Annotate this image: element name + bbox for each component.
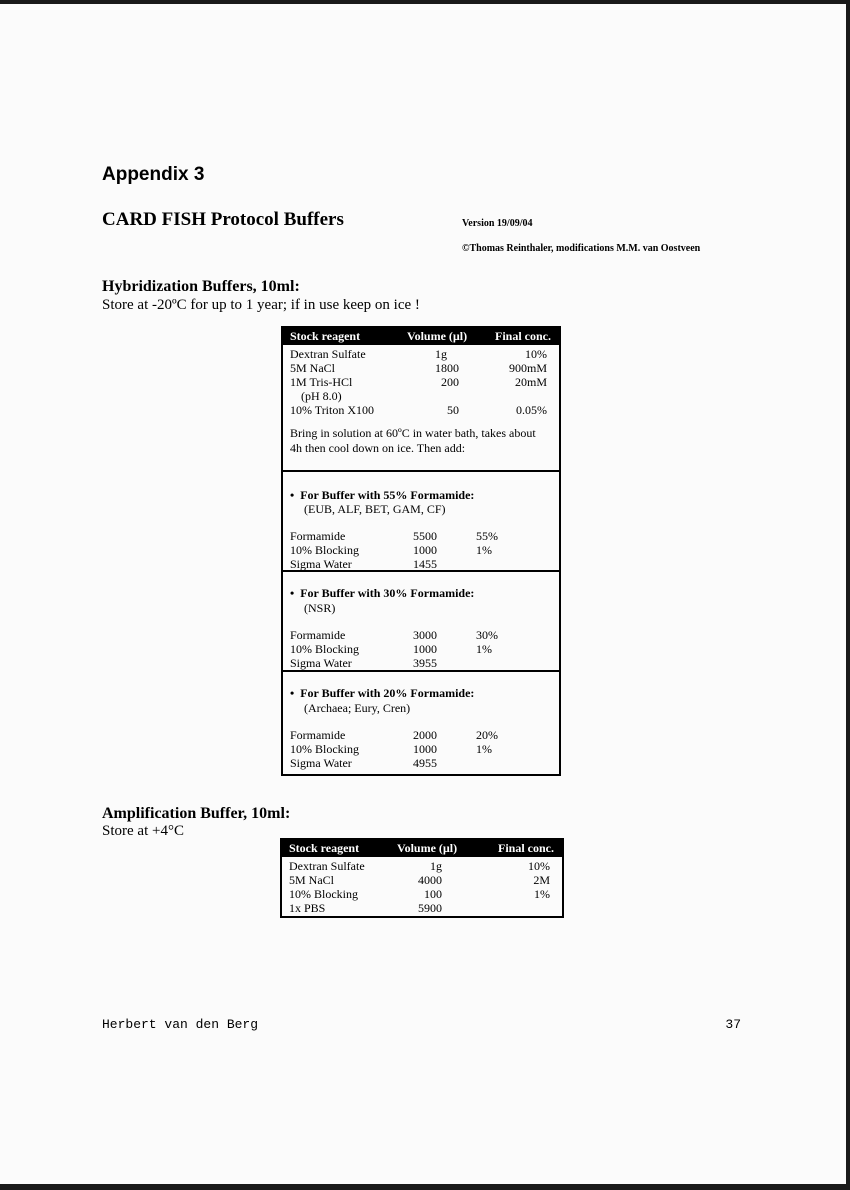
table-row (283, 389, 559, 403)
volume-cell: 1455 (413, 557, 437, 571)
document-title: CARD FISH Protocol Buffers (102, 209, 344, 230)
hybridization-table (281, 326, 561, 776)
volume-cell: 3955 (413, 656, 437, 670)
variant-20-formamide (283, 670, 559, 768)
conc-cell: 10% (525, 347, 547, 361)
volume-cell: 1g (430, 859, 442, 873)
variant-30-formamide (283, 570, 559, 670)
table-row (282, 873, 562, 887)
reagent-cell: 10% Triton X100 (290, 403, 375, 417)
variant-title: • For Buffer with 30% Formamide: (290, 586, 475, 600)
hybridization-heading: Hybridization Buffers, 10ml: (102, 278, 300, 295)
variant-55-formamide (283, 470, 559, 570)
reagent-cell: 5M NaCl (289, 873, 334, 887)
version-label: Version 19/09/04 (462, 218, 533, 229)
volume-cell: 1000 (413, 642, 437, 656)
reagent-cell: Formamide (290, 628, 346, 642)
reagent-cell: 1M Tris-HCl (290, 375, 353, 389)
table-row (283, 543, 559, 557)
conc-cell: 1% (476, 543, 492, 557)
column-header-volume: Volume (µl) (397, 841, 458, 855)
conc-cell: 20% (476, 728, 498, 742)
volume-cell: 4000 (418, 873, 442, 887)
variant-subtitle: (Archaea; Eury, Cren) (304, 701, 411, 715)
hybridization-storage-note: Store at -20ºC for up to 1 year; if in use keep on ice ! (102, 297, 420, 313)
conc-cell: 20mM (514, 375, 547, 389)
table-row (283, 656, 559, 670)
reagent-cell: (pH 8.0) (301, 389, 342, 403)
reagent-cell: Sigma Water (290, 656, 352, 670)
volume-cell: 50 (447, 403, 459, 417)
reagent-cell: Formamide (290, 529, 346, 543)
reagent-cell: Sigma Water (290, 557, 352, 571)
table-row (283, 728, 559, 742)
document-page (0, 4, 846, 1184)
column-header-reagent: Stock reagent (289, 841, 360, 855)
volume-cell: 5900 (418, 901, 442, 915)
conc-cell: 30% (476, 628, 498, 642)
table-row (283, 529, 559, 543)
volume-cell: 3000 (413, 628, 437, 642)
instruction-line: Bring in solution at 60ºC in water bath, takes about (290, 426, 536, 440)
dissolve-instruction (283, 417, 559, 470)
reagent-cell: Dextran Sulfate (290, 347, 366, 361)
reagent-cell: 1x PBS (289, 901, 326, 915)
conc-cell: 10% (528, 859, 550, 873)
appendix-heading: Appendix 3 (102, 164, 205, 185)
reagent-cell: 10% Blocking (289, 887, 358, 901)
amplification-storage-note: Store at +4°C (102, 823, 184, 839)
volume-cell: 2000 (413, 728, 437, 742)
copyright-label: ©Thomas Reinthaler, modifications M.M. van Oostveen (462, 243, 701, 254)
table-row (283, 403, 559, 417)
table-row (283, 361, 559, 375)
variant-subtitle: (NSR) (304, 601, 336, 615)
table-row (282, 887, 562, 901)
column-header-conc: Final conc. (498, 841, 554, 855)
variant-title: • For Buffer with 20% Formamide: (290, 686, 475, 700)
volume-cell: 100 (424, 887, 442, 901)
table-row (283, 756, 559, 770)
amplification-heading: Amplification Buffer, 10ml: (102, 805, 291, 822)
table-row (282, 859, 562, 873)
variant-title: • For Buffer with 55% Formamide: (290, 488, 475, 502)
conc-cell: 55% (476, 529, 498, 543)
table-header (282, 840, 562, 857)
table-row (283, 375, 559, 389)
table-row (282, 901, 562, 915)
conc-cell: 1% (534, 887, 550, 901)
reagent-cell: 5M NaCl (290, 361, 335, 375)
volume-cell: 1800 (435, 361, 459, 375)
instruction-line: 4h then cool down on ice. Then add: (290, 441, 466, 455)
column-header-volume: Volume (µl) (407, 329, 468, 343)
table-row (283, 347, 559, 361)
conc-cell: 900mM (508, 361, 547, 375)
volume-cell: 200 (441, 375, 459, 389)
table-row (283, 742, 559, 756)
conc-cell: 1% (476, 742, 492, 756)
volume-cell: 4955 (413, 756, 437, 770)
reagent-cell: 10% Blocking (290, 642, 359, 656)
variant-subtitle: (EUB, ALF, BET, GAM, CF) (304, 502, 446, 516)
reagent-cell: Formamide (290, 728, 346, 742)
table-header (283, 328, 559, 345)
conc-cell: 0.05% (516, 403, 547, 417)
page-number: 37 (725, 1017, 741, 1032)
conc-cell: 2M (533, 873, 550, 887)
table-row (283, 628, 559, 642)
reagent-cell: Dextran Sulfate (289, 859, 365, 873)
column-header-conc: Final conc. (495, 329, 551, 343)
volume-cell: 1000 (413, 742, 437, 756)
footer-author: Herbert van den Berg (102, 1017, 259, 1032)
conc-cell: 1% (476, 642, 492, 656)
volume-cell: 1g (435, 347, 447, 361)
volume-cell: 1000 (413, 543, 437, 557)
table-row (283, 642, 559, 656)
reagent-cell: 10% Blocking (290, 742, 359, 756)
volume-cell: 5500 (413, 529, 437, 543)
column-header-reagent: Stock reagent (290, 329, 361, 343)
table-row (283, 557, 559, 571)
reagent-cell: Sigma Water (290, 756, 352, 770)
amplification-table (280, 838, 564, 918)
reagent-cell: 10% Blocking (290, 543, 359, 557)
